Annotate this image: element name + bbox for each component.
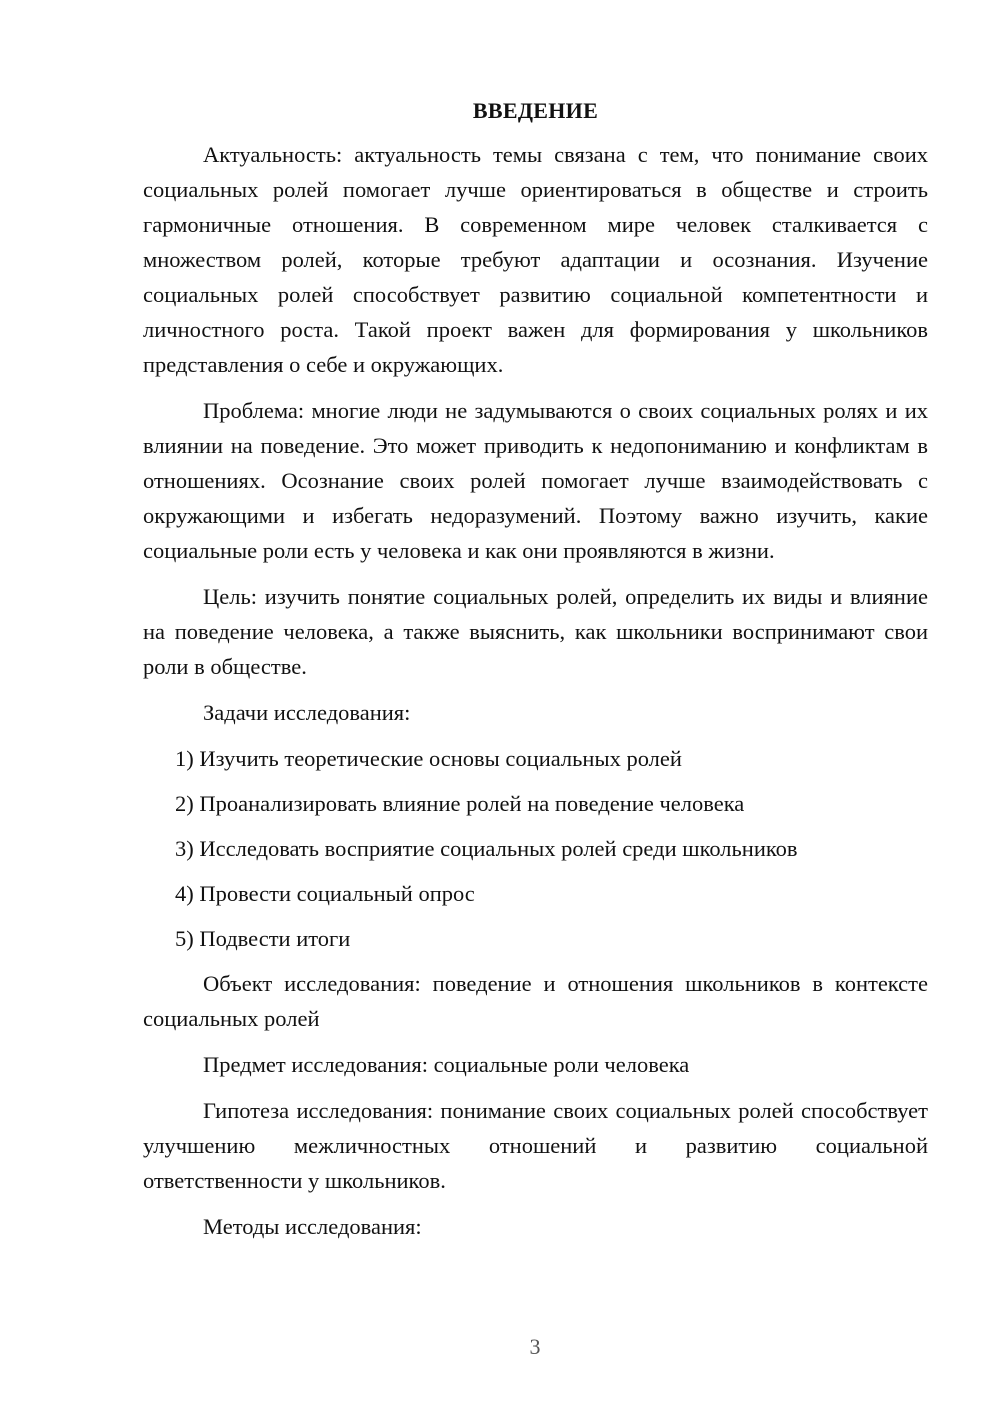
paragraph-relevance: Актуальность: актуальность темы связана с тем, что понимание своих социальных ролей помогает лучше ориентироваться в обществе и строить гармоничные отношения. В современном мире человек сталкивается с множеством ролей, которые требуют адаптации и осознания. Изучение социальных ролей способствует развитию социальной компетентности и личностного роста. Такой проект важен для формирования у школьников представления о себе и окружающих.: [143, 142, 928, 377]
page-title: ВВЕДЕНИЕ: [472, 98, 599, 123]
document-page: [143, 95, 928, 1255]
list-item: 4) Провести социальный опрос: [175, 881, 475, 906]
paragraph-goal: Цель: изучить понятие социальных ролей, определить их виды и влияние на поведение человека, а также выяснить, как школьники воспринимают свои роли в обществе.: [143, 584, 928, 679]
list-item: 1) Изучить теоретические основы социальных ролей: [175, 746, 682, 771]
list-item: 2) Проанализировать влияние ролей на поведение человека: [175, 791, 745, 816]
page-number: 3: [529, 1334, 541, 1359]
methods-heading: Методы исследования:: [203, 1214, 422, 1239]
list-item: 5) Подвести итоги: [175, 926, 351, 951]
paragraph-subject: Предмет исследования: социальные роли человека: [203, 1052, 690, 1077]
paragraph-problem: Проблема: многие люди не задумываются о своих социальных ролях и их влиянии на поведение. Это может приводить к недопониманию и конфликтам в отношениях. Осознание своих ролей помогает лучше взаимодействовать с окружающими и избегать недоразумений. Поэтому важно изучить, какие социальные роли есть у человека и как они проявляются в жизни.: [143, 398, 928, 563]
list-item: 3) Исследовать восприятие социальных ролей среди школьников: [175, 836, 798, 861]
tasks-heading: Задачи исследования:: [203, 700, 411, 725]
paragraph-hypothesis: Гипотеза исследования: понимание своих социальных ролей способствует улучшению межличностных отношений и развитию социальной ответственности у школьников.: [143, 1098, 928, 1193]
paragraph-object: Объект исследования: поведение и отношения школьников в контексте социальных ролей: [143, 971, 928, 1031]
tasks-list: [143, 741, 928, 956]
